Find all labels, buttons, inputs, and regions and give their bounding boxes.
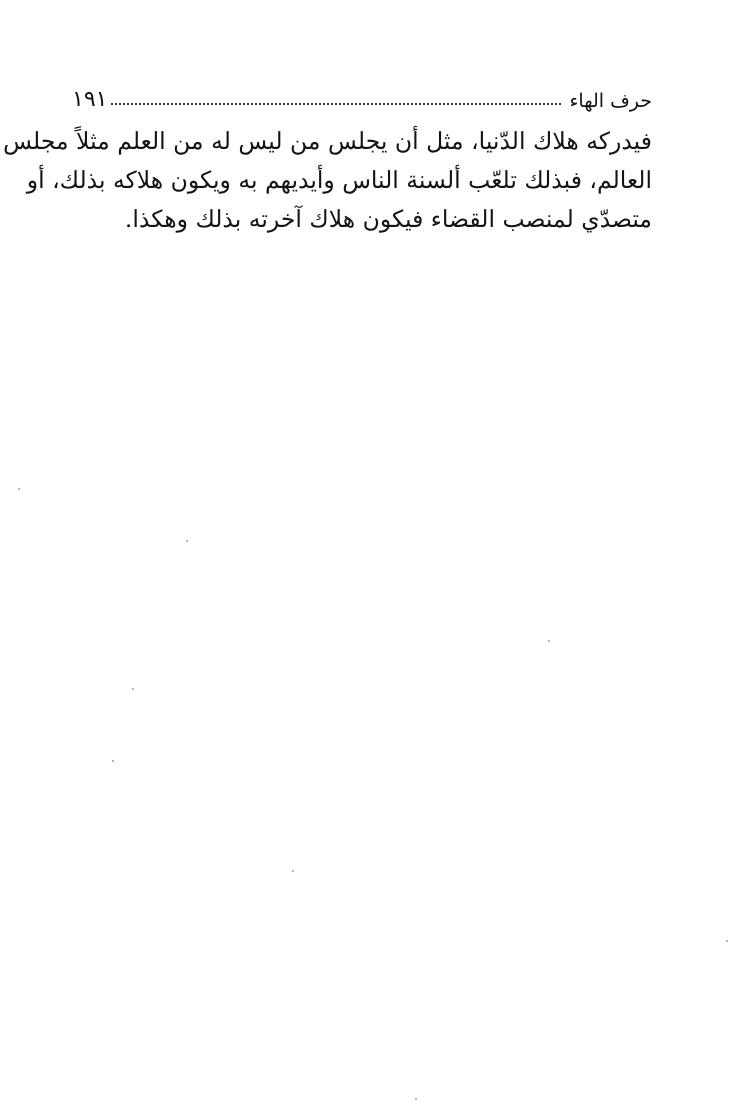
paragraph-line: متصدّي لمنصب القضاء فيكون هلاك آخرته بذلك وهكذا. (124, 205, 652, 233)
running-header (72, 76, 652, 112)
chapter-title: حرف الهاء (569, 90, 652, 112)
scan-speck (132, 688, 134, 690)
scan-speck (186, 540, 188, 542)
scan-speck (726, 940, 728, 942)
dot-leader (111, 103, 561, 105)
scan-speck (292, 870, 294, 872)
paragraph-line: العالم، فبذلك تلعّب ألسنة الناس وأيديهم به ويكون هلاكه بذلك، أو (26, 166, 652, 194)
body-paragraph (3, 122, 652, 239)
page-number: ١٩١ (72, 87, 108, 112)
paragraph-line: فيدركه هلاك الدّنيا، مثل أن يجلس من ليس له من العلم مثلاً مجلس (3, 127, 652, 155)
scan-speck (18, 488, 20, 490)
scan-speck (415, 1098, 417, 1100)
scan-speck (548, 640, 550, 642)
scan-speck (112, 760, 114, 762)
